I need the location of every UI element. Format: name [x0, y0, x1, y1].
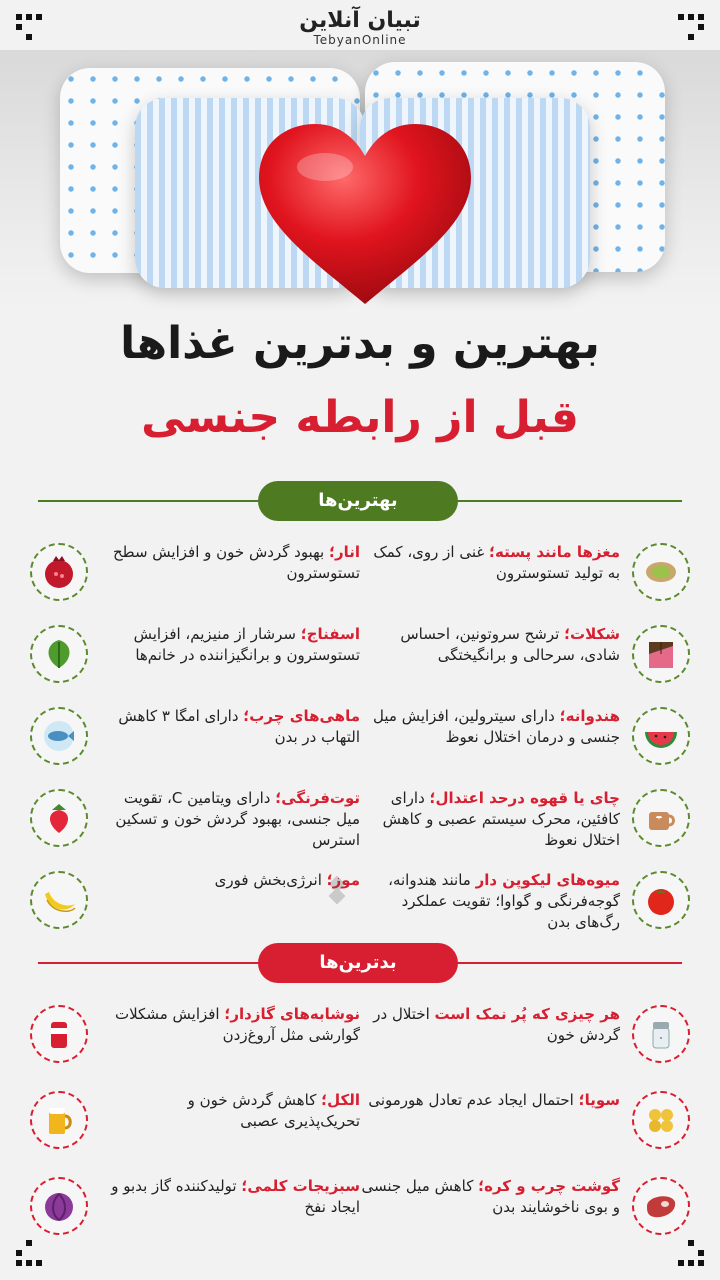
food-name: گوشت چرب و کره؛	[478, 1177, 620, 1195]
worst-section-label: بدترین‌ها	[258, 943, 458, 983]
salt-shaker-icon	[632, 1005, 690, 1063]
best-food-item	[30, 620, 360, 690]
food-description	[110, 542, 360, 584]
best-food-item	[360, 702, 690, 772]
food-name: میوه‌های لیکوپن دار	[475, 871, 620, 889]
spinach-icon	[30, 625, 88, 683]
food-effect: دارای کافئین، محرک سیستم عصبی و کاهش اختلال نعوظ	[382, 789, 620, 849]
food-effect: ترشح سروتونین، احساس شادی، سرحالی و برانگیختگی	[400, 625, 620, 664]
food-description	[360, 870, 620, 933]
food-effect: اختلال در گردش خون	[373, 1005, 620, 1044]
food-effect: غنی از روی، کمک به تولید تستوسترون	[373, 543, 620, 582]
main-title: بهترین و بدترین غذاها	[120, 318, 600, 369]
worst-food-item	[30, 1086, 360, 1156]
food-effect: احتمال ایجاد عدم تعادل هورمونی	[368, 1091, 579, 1109]
best-food-item	[30, 784, 360, 854]
food-effect: افزایش مشکلات گوارشی مثل آروغ‌زدن	[114, 1005, 360, 1044]
pomegranate-icon	[30, 543, 88, 601]
soda-can-icon	[30, 1005, 88, 1063]
food-effect: دارای ویتامین C، تقویت میل جنسی، بهبود گردش خون و تسکین استرس	[115, 789, 360, 849]
food-description	[360, 788, 620, 851]
best-section-label: بهترین‌ها	[258, 481, 458, 521]
cabbage-icon	[30, 1177, 88, 1235]
best-food-item	[30, 866, 360, 936]
food-name: موز؛	[326, 871, 360, 889]
worst-food-item	[360, 1172, 690, 1242]
food-name: مغزها مانند پسته؛	[488, 543, 620, 561]
food-description	[110, 788, 360, 851]
best-food-item	[30, 702, 360, 772]
worst-food-item	[30, 1172, 360, 1242]
coffee-icon	[632, 789, 690, 847]
worst-food-item	[360, 1000, 690, 1070]
tebyan-watermark-icon	[322, 876, 352, 916]
food-description	[360, 624, 620, 666]
best-food-item	[360, 784, 690, 854]
soy-icon	[632, 1091, 690, 1149]
food-effect: انرژی‌بخش فوری	[214, 871, 327, 889]
food-effect: کاهش میل جنسی و بوی ناخوشایند بدن	[361, 1177, 620, 1216]
food-effect: کاهش گردش خون و تحریک‌پذیری عصبی	[187, 1091, 360, 1130]
food-description	[110, 1004, 360, 1046]
corner-decoration	[678, 1240, 704, 1266]
brand-name-fa: تبیان آنلاین	[299, 8, 421, 33]
food-name: سویا؛	[578, 1091, 620, 1109]
food-description	[360, 1004, 620, 1046]
food-effect: دارای سیترولین، افزایش میل جنسی و درمان اختلال نعوظ	[373, 707, 620, 746]
best-food-item	[360, 620, 690, 690]
food-name: هندوانه؛	[559, 707, 620, 725]
worst-food-item	[30, 1000, 360, 1070]
food-name: هر چیزی که پُر نمک است	[434, 1005, 620, 1023]
best-food-item	[360, 866, 690, 936]
food-name: شکلات؛	[564, 625, 620, 643]
food-description	[110, 1090, 360, 1132]
food-name: انار؛	[328, 543, 360, 561]
tomato-icon	[632, 871, 690, 929]
food-effect: دارای امگا ۳ کاهش التهاب در بدن	[118, 707, 360, 746]
banana-icon	[30, 871, 88, 929]
food-description	[360, 706, 620, 748]
beer-icon	[30, 1091, 88, 1149]
food-name: چای یا قهوه درحد اعتدال؛	[429, 789, 620, 807]
food-name: سبزیجات کلمی؛	[241, 1177, 360, 1195]
corner-decoration	[16, 1240, 42, 1266]
food-name: نوشابه‌های گازدار؛	[224, 1005, 360, 1023]
fish-icon	[30, 707, 88, 765]
steak-icon	[632, 1177, 690, 1235]
food-description	[110, 624, 360, 666]
food-effect: تولیدکننده گاز بدبو و ایجاد نفخ	[111, 1177, 360, 1216]
brand-logo	[0, 8, 720, 47]
food-description	[360, 1176, 620, 1218]
pistachio-icon	[632, 543, 690, 601]
brand-name-en: TebyanOnline	[313, 33, 407, 47]
food-name: توت‌فرنگی؛	[275, 789, 360, 807]
strawberry-icon	[30, 789, 88, 847]
food-effect: سرشار از منیزیم، افزایش تستوسترون و برانگیزاننده در خانم‌ها	[133, 625, 360, 664]
food-name: الکل؛	[321, 1091, 360, 1109]
food-description	[360, 1090, 620, 1111]
food-name: اسفناج؛	[300, 625, 360, 643]
chocolate-icon	[632, 625, 690, 683]
food-description	[110, 1176, 360, 1218]
worst-food-item	[360, 1086, 690, 1156]
watermelon-icon	[632, 707, 690, 765]
best-food-item	[30, 538, 360, 608]
heart-icon	[255, 122, 475, 310]
sub-title: قبل از رابطه جنسی	[141, 392, 579, 443]
food-effect: بهبود گردش خون و افزایش سطح تستوسترون	[112, 543, 360, 582]
food-name: ماهی‌های چرب؛	[243, 707, 360, 725]
hero-image	[0, 50, 720, 310]
food-description	[110, 706, 360, 748]
food-effect: مانند هندوانه، گوجه‌فرنگی و گواوا؛ تقویت عملکرد رگ‌های بدن	[388, 871, 620, 931]
best-food-item	[360, 538, 690, 608]
food-description	[360, 542, 620, 584]
